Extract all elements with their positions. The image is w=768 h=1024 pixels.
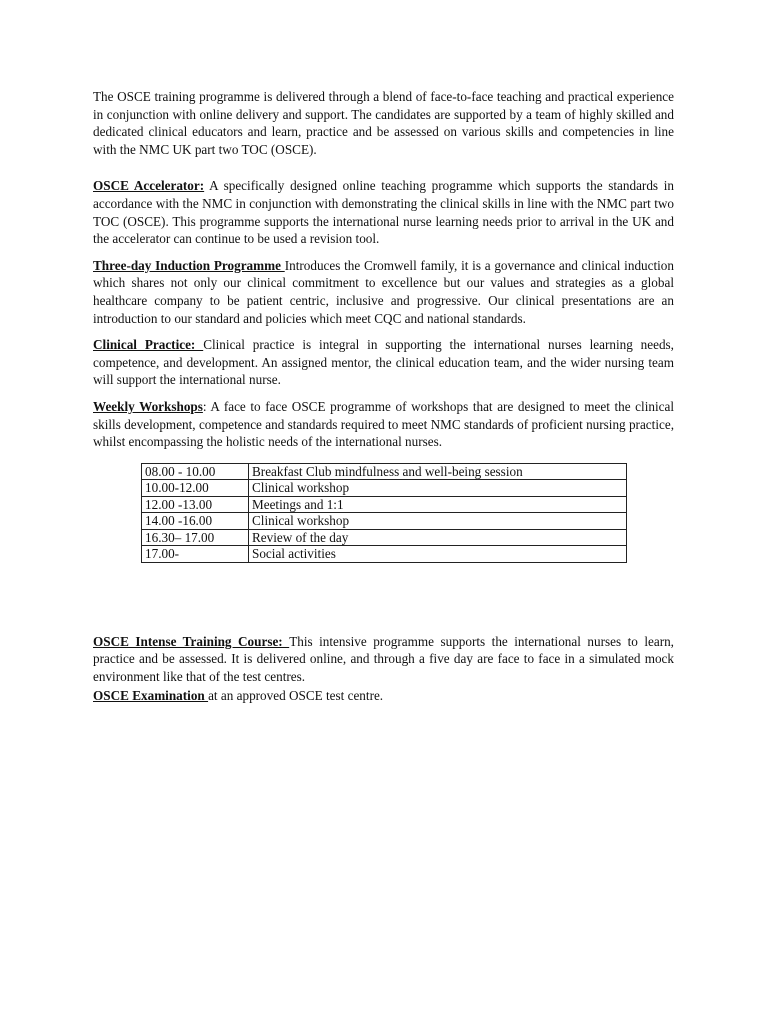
schedule-activity-cell: Breakfast Club mindfulness and well-being session <box>249 463 627 480</box>
table-row <box>142 529 627 546</box>
clinical-practice-text: Clinical practice is integral in supporting the international nurses learning needs, competence, and development. An assigned mentor, the clinical education team, and the wider nursing team will support the international nurse. <box>93 337 674 388</box>
intense-course-paragraph <box>93 633 674 686</box>
schedule-time-cell: 12.00 -13.00 <box>142 496 249 513</box>
workshops-text: : A face to face OSCE programme of workshops that are designed to meet the clinical skills development, competence and standards required to meet NMC standards of proficient nursing practice, whilst encompassing the holistic needs of the international nurses. <box>93 398 674 450</box>
examination-paragraph <box>93 687 674 705</box>
schedule-activity-cell: Review of the day <box>249 529 627 546</box>
workshop-schedule-table <box>141 463 627 563</box>
workshops-heading: Weekly Workshops <box>93 398 203 414</box>
schedule-activity-cell: Clinical workshop <box>249 513 627 530</box>
accelerator-heading: OSCE Accelerator: <box>93 178 205 194</box>
table-row <box>142 463 627 480</box>
clinical-practice-paragraph <box>93 336 674 389</box>
examination-text: at an approved OSCE test centre. <box>208 688 384 704</box>
schedule-time-cell: 16.30– 17.00 <box>142 529 249 546</box>
table-row <box>142 513 627 530</box>
clinical-practice-heading: Clinical Practice: <box>93 337 204 353</box>
table-row <box>142 480 627 497</box>
induction-text: Introduces the Cromwell family, it is a governance and clinical induction which shares not only our clinical commitment to excellence but our values and strategies as a global healthcare company to be patient centric, inclusive and progressive. Our clinical presentations are an introduction to our standard and policies which meet CQC and national standards. <box>93 257 674 326</box>
table-row <box>142 496 627 513</box>
intense-course-text: This intensive programme supports the international nurses to learn, practice and be assessed. It is delivered online, and through a five day are face to face in a simulated mock environment like that of the test centres. <box>93 633 674 684</box>
schedule-time-cell: 08.00 - 10.00 <box>142 463 249 480</box>
induction-heading: Three-day Induction Programme <box>93 257 285 273</box>
induction-paragraph <box>93 257 674 327</box>
examination-heading: OSCE Examination <box>93 688 209 704</box>
schedule-activity-cell: Clinical workshop <box>249 480 627 497</box>
table-row <box>142 546 627 563</box>
schedule-time-cell: 10.00-12.00 <box>142 480 249 497</box>
workshops-paragraph <box>93 398 674 451</box>
schedule-time-cell: 17.00- <box>142 546 249 563</box>
schedule-activity-cell: Meetings and 1:1 <box>249 496 627 513</box>
intro-paragraph: The OSCE training programme is delivered through a blend of face-to-face teaching and practical experience in conjunction with online delivery and support. The candidates are supported by a team of highly skilled and dedicated clinical educators and learn, practice and be assessed on various skills and competencies in line with the NMC UK part two TOC (OSCE). <box>93 89 674 157</box>
schedule-time-cell: 14.00 -16.00 <box>142 513 249 530</box>
accelerator-text: A specifically designed online teaching programme which supports the standards in accordance with the NMC in conjunction with demonstrating the clinical skills in line with the NMC part two TOC (OSCE). This programme supports the international nurse learning needs prior to arrival in the UK and the accelerator can continue to be used a revision tool. <box>93 178 674 247</box>
accelerator-paragraph <box>93 177 674 247</box>
schedule-activity-cell: Social activities <box>249 546 627 563</box>
intense-course-heading: OSCE Intense Training Course: <box>93 633 290 649</box>
document-page <box>93 88 674 705</box>
